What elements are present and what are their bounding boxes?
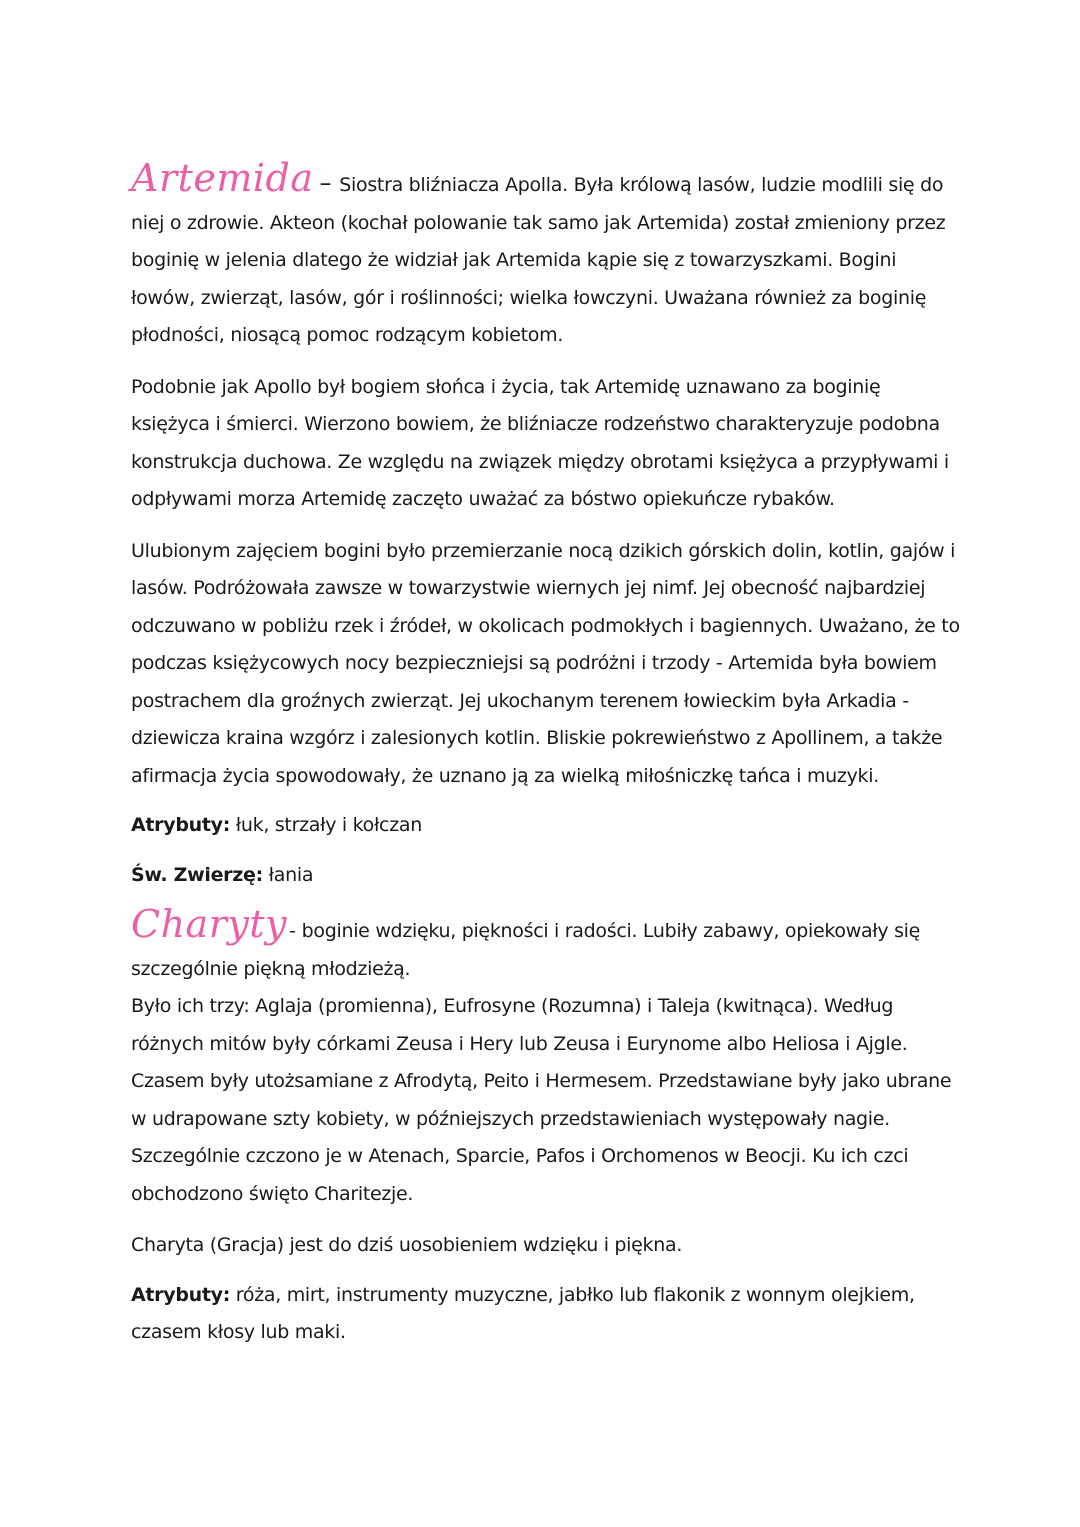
artemida-sacred-animal	[131, 857, 961, 895]
charyty-intro-paragraph	[131, 902, 961, 1213]
charyty-attributes	[131, 1277, 961, 1352]
artemida-animal-value: łania	[268, 863, 314, 886]
artemida-intro-paragraph	[131, 156, 961, 355]
charyty-intro-text: boginie wdzięku, piękności i radości. Lubiły zabawy, opiekowały się szczególnie piękną młodzieżą.	[131, 920, 921, 980]
artemida-attributes-label: Atrybuty:	[131, 814, 231, 836]
charyty-dash: -	[289, 920, 296, 942]
charyty-title: Charyty	[131, 902, 288, 946]
artemida-animal-label: Św. Zwierzę:	[131, 863, 263, 886]
document-page	[131, 156, 961, 1352]
charyty-details-text: Było ich trzy: Aglaja (promienna), Eufrosyne (Rozumna) i Taleja (kwitnąca). Według różnych mitów były córkami Zeusa i Hery lub Zeusa i Eurynome albo Heliosa i Ajgle. Czasem były utożsamiane z Afrodytą, Peito i Hermesem. Przedstawiane były jako ubrane w udrapowane szty kobiety, w późniejszych przedstawieniach występowały nagie. Szczególnie czczono je w Atenach, Sparcie, Pafos i Orchomenos w Beocji. Ku ich czci obchodzono święto Charitezje.	[131, 995, 952, 1205]
artemida-paragraph-2: Podobnie jak Apollo był bogiem słońca i życia, tak Artemidę uznawano za boginię księżyca i śmierci. Wierzono bowiem, że bliźniacze rodzeństwo charakteryzuje podobna konstrukcja duchowa. Ze względu na związek między obrotami księżyca a przypływami i odpływami morza Artemidę zaczęto uważać za bóstwo opiekuńcze rybaków.	[131, 375, 949, 510]
artemida-attributes-value: łuk, strzały i kołczan	[235, 814, 422, 836]
charyty-attributes-label: Atrybuty:	[131, 1283, 231, 1306]
charyty-paragraph-2: Charyta (Gracja) jest do dziś uosobieniem wdzięku i piękna.	[131, 1234, 683, 1256]
artemida-title: Artemida	[131, 156, 314, 200]
charyty-attributes-value: róża, mirt, instrumenty muzyczne, jabłko lub flakonik z wonnym olejkiem, czasem kłosy lub maki.	[131, 1283, 915, 1343]
artemida-paragraph-3: Ulubionym zajęciem bogini było przemierzanie nocą dzikich górskich dolin, kotlin, gajów i lasów. Podróżowała zawsze w towarzystwie wiernych jej nimf. Jej obecność najbardziej odczuwano w pobliżu rzek i źródeł, w okolicach podmokłych i bagiennych. Uważano, że to podczas księżycowych nocy bezpieczniejsi są podróżni i trzody - Artemida była bowiem postrachem dla groźnych zwierząt. Jej ukochanym terenem łowieckim była Arkadia - dziewicza kraina wzgórz i zalesionych kotlin. Bliskie pokrewieństwo z Apollinem, a także afirmacja życia spowodowały, że uznano ją za wielką miłośniczkę tańca i muzyki.	[131, 539, 960, 787]
artemida-intro-text: Siostra bliźniacza Apolla. Była królową lasów, ludzie modlili się do niej o zdrowie. Akteon (kochał polowanie tak samo jak Artemida) został zmieniony przez boginię w jelenia dlatego że widział jak Artemida kąpie się z towarzyszkami. Bogini łowów, zwierząt, lasów, gór i roślinności; wielka łowczyni. Uważana również za boginię płodności, niosącą pomoc rodzącym kobietom.	[131, 174, 946, 346]
artemida-attributes	[131, 807, 961, 845]
artemida-dash: –	[319, 169, 332, 197]
